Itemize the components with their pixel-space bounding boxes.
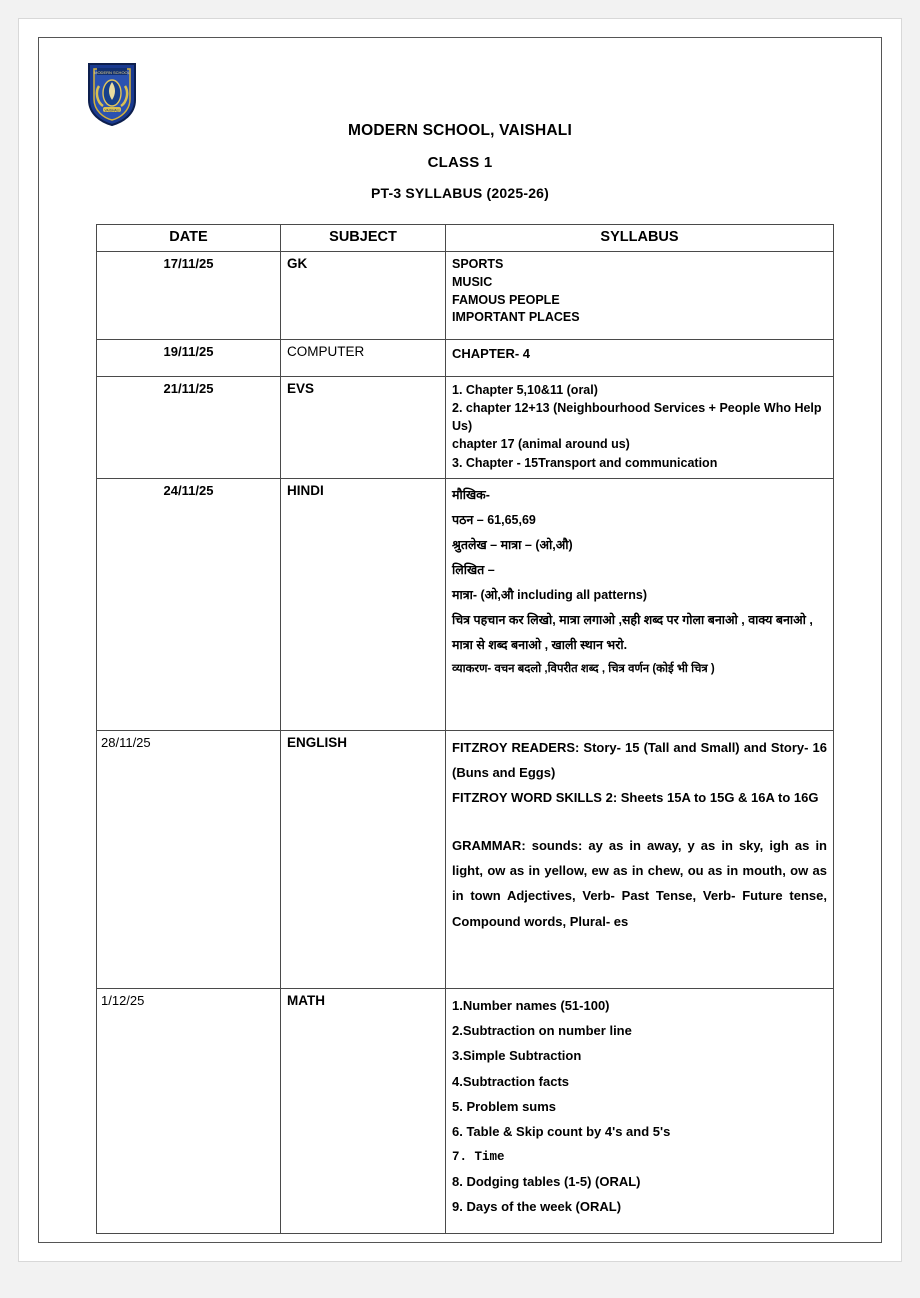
syllabus-line: 2. chapter 12+13 (Neighbourhood Services + People Who Help Us) (452, 401, 822, 434)
cell-date: 24/11/25 (97, 478, 281, 730)
cell-date: 21/11/25 (97, 377, 281, 479)
document-titles (39, 122, 881, 201)
table-row (97, 252, 834, 340)
cell-date: 1/12/25 (97, 988, 281, 1233)
syllabus-line: SPORTS (452, 257, 504, 271)
cell-syllabus (446, 252, 834, 340)
cell-date: 28/11/25 (97, 730, 281, 988)
cell-subject: HINDI (281, 478, 446, 730)
cell-syllabus (446, 988, 834, 1233)
syllabus-line: 9. Days of the week (ORAL) (452, 1199, 622, 1215)
cell-subject: GK (281, 252, 446, 340)
syllabus-line: 3.Simple Subtraction (452, 1048, 582, 1064)
cell-date: 19/11/25 (97, 340, 281, 377)
syllabus-line: CHAPTER- 4 (452, 346, 531, 361)
table-row (97, 988, 834, 1233)
syllabus-line: 8. Dodging tables (1-5) (ORAL) (452, 1174, 641, 1190)
cell-syllabus (446, 377, 834, 479)
cell-subject: EVS (281, 377, 446, 479)
document-page (18, 18, 902, 1262)
cell-subject: MATH (281, 988, 446, 1233)
table-row (97, 340, 834, 377)
school-name: MODERN SCHOOL, VAISHALI (348, 122, 572, 139)
syllabus-line: GRAMMAR: sounds: ay as in away, y as in sky, igh as in light, ow as in yellow, ew as in chew, ou as in mouth, ow as in town Adjectives, Verb- Past Tense, Verb- Future tense, Compound words, Plural- es (452, 837, 827, 929)
table-body (97, 252, 834, 1234)
svg-text:VAISHALI: VAISHALI (104, 108, 120, 113)
syllabus-line: चित्र पहचान कर लिखो, मात्रा लगाओ ,सही शब्द पर गोला बनाओ , वाक्य बनाओ , मात्रा से शब्द बनाओ , खाली स्थान भरो. (452, 612, 813, 652)
table-row (97, 730, 834, 988)
syllabus-line: 7. Time (452, 1149, 505, 1164)
svg-text:MODERN SCHOOL: MODERN SCHOOL (94, 70, 130, 75)
syllabus-line: FAMOUS PEOPLE (452, 292, 560, 307)
syllabus-line: मात्रा- (ओ,औ including all patterns) (452, 587, 648, 602)
table-row (97, 377, 834, 479)
syllabus-line: 1.Number names (51-100) (452, 997, 610, 1013)
syllabus-line: लिखित – (452, 562, 495, 577)
table-row (97, 478, 834, 730)
syllabus-line: MUSIC (452, 274, 493, 289)
syllabus-line-gap (452, 811, 827, 833)
cell-date: 17/11/25 (97, 252, 281, 340)
syllabus-line: IMPORTANT PLACES (452, 310, 580, 325)
syllabus-line: व्याकरण- वचन बदलो ,विपरीत शब्द , चित्र वर्णन (कोई भी चित्र ) (452, 662, 715, 675)
cell-syllabus (446, 478, 834, 730)
syllabus-line: मौखिक- (452, 487, 490, 502)
class-name: CLASS 1 (427, 154, 493, 171)
column-header-syllabus: SYLLABUS (446, 225, 834, 252)
syllabus-line: 2.Subtraction on number line (452, 1022, 632, 1038)
syllabus-line: 5. Problem sums (452, 1099, 557, 1114)
cell-subject: COMPUTER (281, 340, 446, 377)
syllabus-table (96, 224, 834, 1234)
syllabus-line: chapter 17 (animal around us) (452, 437, 630, 452)
column-header-subject: SUBJECT (281, 225, 446, 252)
cell-syllabus (446, 730, 834, 988)
syllabus-line: 4.Subtraction facts (452, 1073, 570, 1089)
cell-syllabus (446, 340, 834, 377)
cell-subject: ENGLISH (281, 730, 446, 988)
syllabus-line: पठन – 61,65,69 (452, 512, 536, 527)
syllabus-line: FITZROY WORD SKILLS 2: Sheets 15A to 15G & 16A to 16G (452, 790, 819, 806)
school-crest-icon (85, 60, 139, 126)
syllabus-line: श्रुतलेख – मात्रा – (ओ,औ) (452, 537, 573, 552)
exam-name: PT-3 SYLLABUS (2025-26) (370, 185, 550, 201)
table-header-row (97, 225, 834, 252)
column-header-date: DATE (97, 225, 281, 252)
syllabus-line: 1. Chapter 5,10&11 (oral) (452, 383, 598, 397)
syllabus-line: 3. Chapter - 15Transport and communication (452, 455, 718, 470)
syllabus-line: 6. Table & Skip count by 4's and 5's (452, 1124, 671, 1140)
table-header (97, 225, 834, 252)
syllabus-line: FITZROY READERS: Story- 15 (Tall and Small) and Story- 16 (Buns and Eggs) (452, 739, 827, 780)
document-sheet (38, 37, 882, 1243)
